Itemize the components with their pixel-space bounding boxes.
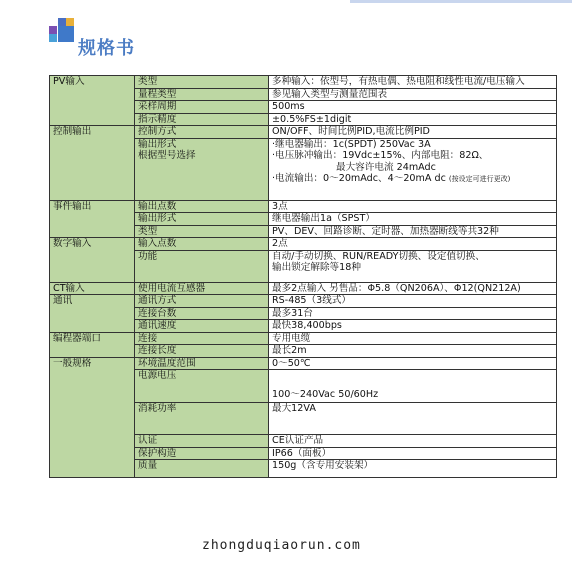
item-cell: 质量 bbox=[135, 460, 269, 478]
value-cell: ON/OFF、时间比例PID,电流比例PID bbox=[269, 126, 557, 139]
table-row bbox=[50, 126, 557, 139]
value-cell bbox=[269, 250, 557, 282]
category-cell: 数字输入 bbox=[50, 238, 135, 283]
item-cell: 连接台数 bbox=[135, 307, 269, 320]
table-row bbox=[50, 238, 557, 251]
table-row bbox=[50, 332, 557, 345]
category-cell: 编程器端口 bbox=[50, 332, 135, 357]
item-cell: 通讯方式 bbox=[135, 295, 269, 308]
value-cell: 3点 bbox=[269, 200, 557, 213]
spec-table bbox=[49, 75, 557, 478]
category-cell: 事件输出 bbox=[50, 200, 135, 238]
item-cell: 输入点数 bbox=[135, 238, 269, 251]
item-cell: 功能 bbox=[135, 250, 269, 282]
item-cell: 类型 bbox=[135, 76, 269, 89]
category-cell: 控制输出 bbox=[50, 126, 135, 201]
item-cell: 使用电流互感器 bbox=[135, 282, 269, 295]
value-cell: IP66（面板） bbox=[269, 447, 557, 460]
item-cell: 量程类型 bbox=[135, 88, 269, 101]
watermark: zhongduqiaorun.com bbox=[202, 538, 361, 553]
value-cell: 最多31台 bbox=[269, 307, 557, 320]
value-cell: 2点 bbox=[269, 238, 557, 251]
value-cell: 专用电缆 bbox=[269, 332, 557, 345]
value-line: ·继电器输出：1c(SPDT) 250Vac 3A bbox=[272, 138, 431, 150]
value-cell: 最大12VA bbox=[269, 403, 557, 435]
item-cell: 通讯速度 bbox=[135, 320, 269, 333]
value-line: 自动/手动切换、RUN/READY切换、设定值切换、 bbox=[272, 250, 485, 262]
item-cell bbox=[135, 138, 269, 200]
item-cell: 认证 bbox=[135, 435, 269, 448]
value-line: ·电压脉冲输出：19Vdc±15%、内部电阻：82Ω、 bbox=[272, 150, 489, 161]
value-cell: 继电器输出1a（SPST） bbox=[269, 213, 557, 226]
top-accent-line bbox=[350, 0, 572, 3]
table-row bbox=[50, 200, 557, 213]
value-cell: 0～50℃ bbox=[269, 357, 557, 370]
value-cell: ±0.5%FS±1digit bbox=[269, 113, 557, 126]
value-cell: 500ms bbox=[269, 101, 557, 114]
item-cell: 类型 bbox=[135, 225, 269, 238]
category-cell: 一般规格 bbox=[50, 357, 135, 478]
item-cell: 电源电压 bbox=[135, 370, 269, 403]
item-cell: 连接长度 bbox=[135, 345, 269, 358]
value-line: 最大容许电流 24mAdc bbox=[336, 161, 436, 173]
item-line: 输出形式 bbox=[138, 138, 177, 150]
value-line: 输出锁定解除等18种 bbox=[272, 262, 361, 273]
item-cell: 环境温度范围 bbox=[135, 357, 269, 370]
table-row bbox=[50, 282, 557, 295]
table-row bbox=[50, 76, 557, 89]
title-logo-icon bbox=[49, 18, 73, 42]
category-cell: PV输入 bbox=[50, 76, 135, 126]
value-cell: CE认证产品 bbox=[269, 435, 557, 448]
value-line bbox=[272, 173, 553, 186]
item-cell: 采样周期 bbox=[135, 101, 269, 114]
table-row bbox=[50, 295, 557, 308]
value-cell: RS-485（3线式） bbox=[269, 295, 557, 308]
value-cell: 100～240Vac 50/60Hz bbox=[269, 370, 557, 403]
value-cell: 参见输入类型与测量范围表 bbox=[269, 88, 557, 101]
value-cell: 150g（含专用安装架） bbox=[269, 460, 557, 478]
item-cell: 消耗功率 bbox=[135, 403, 269, 435]
value-cell: 最多2点输入 另售品：Φ5.8（QN206A）、Φ12(QN212A) bbox=[269, 282, 557, 295]
item-cell: 保护构造 bbox=[135, 447, 269, 460]
item-cell: 连接 bbox=[135, 332, 269, 345]
value-cell: 最长2m bbox=[269, 345, 557, 358]
item-cell: 指示精度 bbox=[135, 113, 269, 126]
value-cell: 多种输入：依型号，有热电偶、热电阻和线性电流/电压输入 bbox=[269, 76, 557, 89]
value-cell: 最快38,400bps bbox=[269, 320, 557, 333]
item-cell: 输出形式 bbox=[135, 213, 269, 226]
value-note: (按设定可进行更改) bbox=[448, 175, 511, 183]
item-cell: 控制方式 bbox=[135, 126, 269, 139]
page-title: 规格书 bbox=[78, 38, 135, 59]
item-line: 根据型号选择 bbox=[138, 150, 196, 161]
value-text: ·电流输出：0～20mAdc、4～20mA dc bbox=[272, 173, 446, 184]
table-row bbox=[50, 357, 557, 370]
value-cell: PV、DEV、回路诊断、定时器、加热器断线等共32种 bbox=[269, 225, 557, 238]
category-cell: CT输入 bbox=[50, 282, 135, 295]
category-cell: 通讯 bbox=[50, 295, 135, 333]
value-cell bbox=[269, 138, 557, 200]
item-cell: 输出点数 bbox=[135, 200, 269, 213]
